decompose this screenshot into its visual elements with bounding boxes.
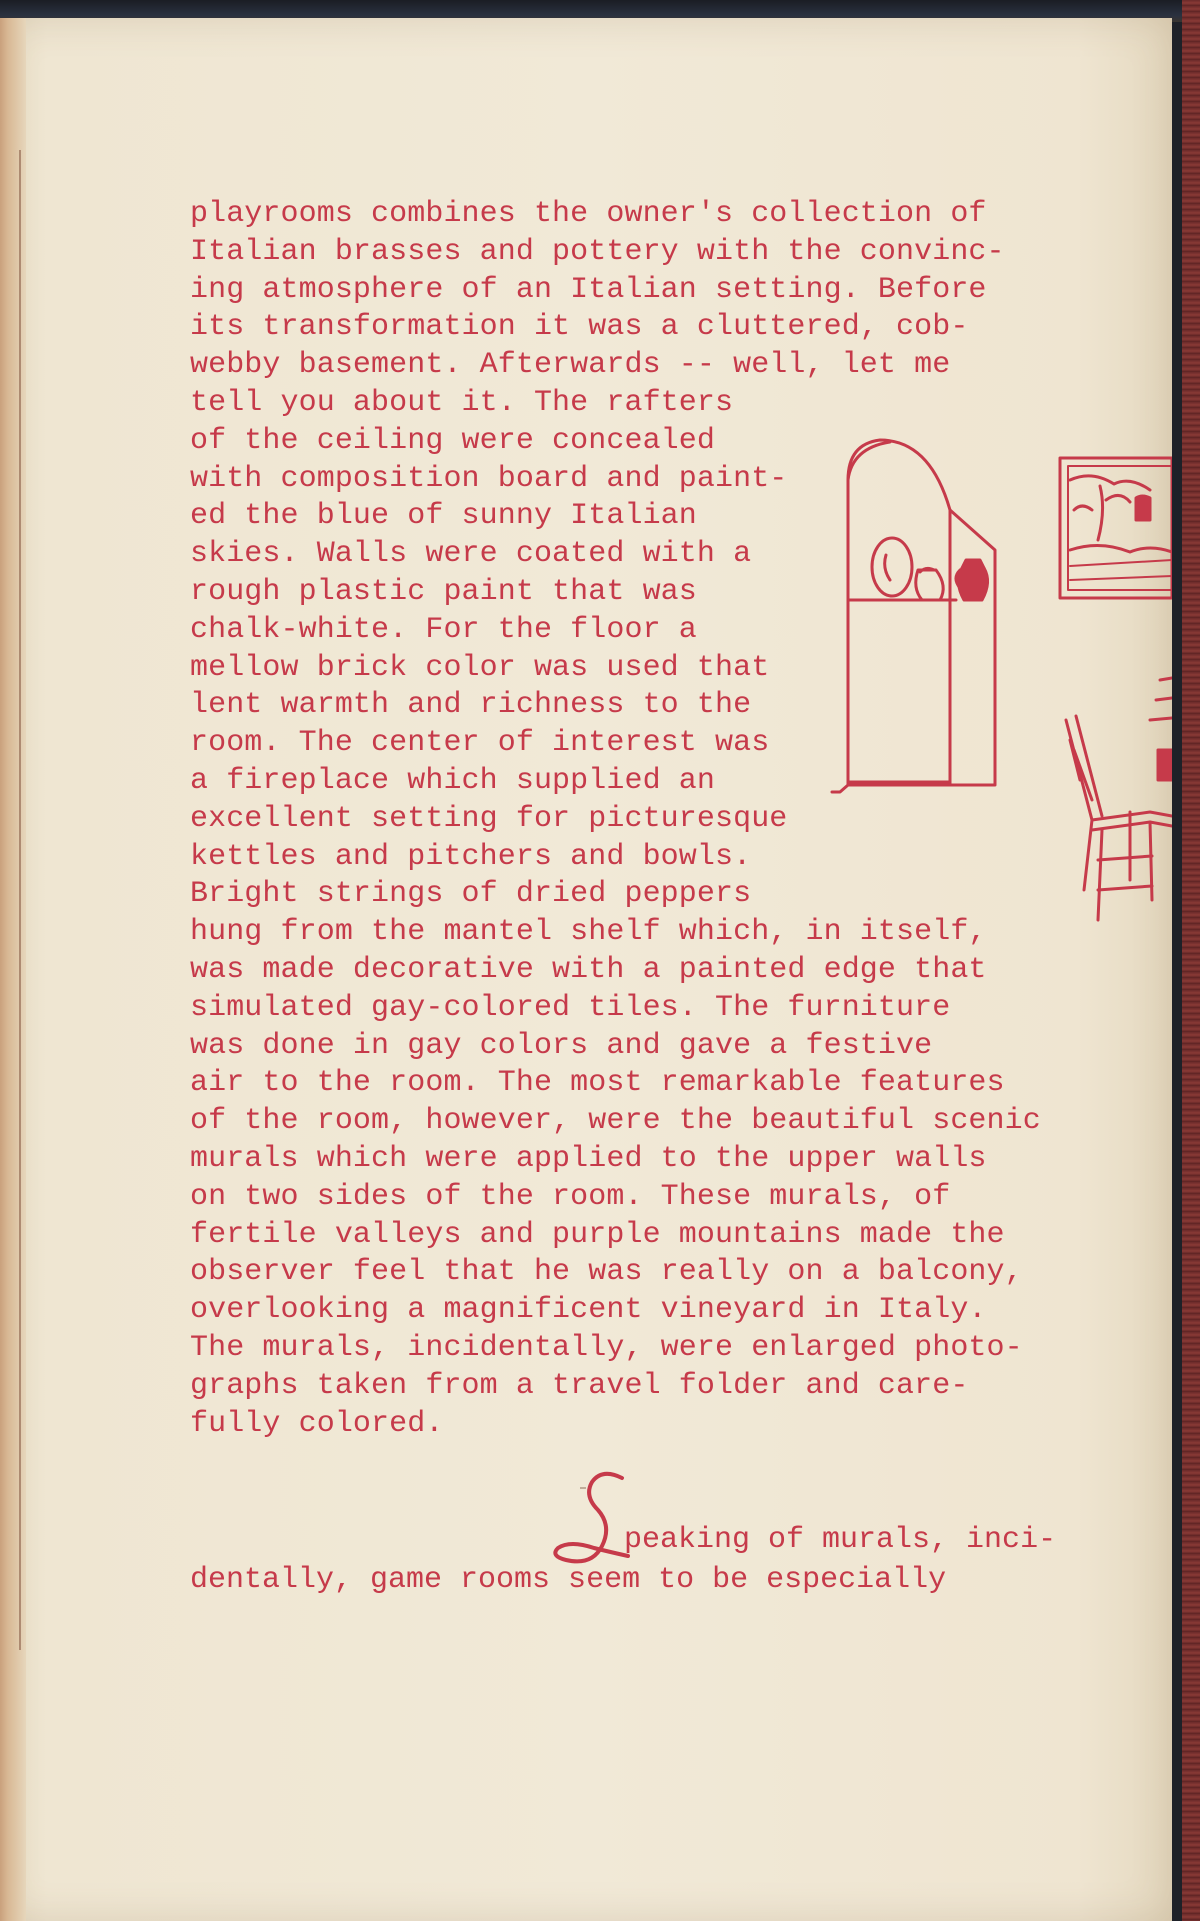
gutter-fold-line — [19, 150, 21, 1650]
text-line: of the ceiling were concealed — [190, 423, 715, 458]
text-line: was done in gay colors and gave a festive — [190, 1028, 933, 1063]
text-line: air to the room. The most remarkable features — [190, 1066, 1005, 1101]
first-line-text: peaking of murals, inci- — [624, 1523, 1057, 1557]
text-line: observer feel that he was really on a balcony, — [190, 1255, 1023, 1290]
arched-niche-with-pottery-and-chair-icon — [830, 420, 1172, 940]
new-section-paragraph — [190, 1520, 1090, 1600]
text-line: rough plastic paint that was — [190, 574, 697, 609]
text-line: hung from the mantel shelf which, in itself, — [190, 915, 987, 950]
text-line: was made decorative with a painted edge that — [190, 952, 987, 987]
text-line: Italian brasses and pottery with the convinc- — [190, 234, 1005, 269]
second-line: dentally, game rooms seem to be especially — [190, 1563, 947, 1597]
text-line: Bright strings of dried peppers — [190, 877, 752, 912]
text-line: webby basement. Afterwards -- well, let me — [190, 348, 951, 383]
text-line: mellow brick color was used that — [190, 650, 770, 685]
text-line: lent warmth and richness to the — [190, 688, 752, 723]
text-line: fertile valleys and purple mountains made the — [190, 1217, 1005, 1252]
text-line: chalk-white. For the floor a — [190, 612, 697, 647]
text-line: overlooking a magnificent vineyard in Italy. — [190, 1293, 987, 1328]
page-gutter-edge — [0, 18, 26, 1921]
text-line: a fireplace which supplied an — [190, 763, 715, 798]
text-line: excellent setting for picturesque — [190, 801, 788, 836]
text-line: graphs taken from a travel folder and care- — [190, 1368, 969, 1403]
text-line: playrooms combines the owner's collection of — [190, 197, 987, 231]
text-line: kettles and pitchers and bowls. — [190, 839, 752, 874]
text-line: ed the blue of sunny Italian — [190, 499, 697, 534]
text-line: skies. Walls were coated with a — [190, 537, 752, 572]
text-line: on two sides of the room. These murals, of — [190, 1179, 951, 1214]
text-line: simulated gay-colored tiles. The furniture — [190, 990, 951, 1025]
book-cover-right-edge — [1182, 0, 1200, 1921]
text-line: tell you about it. The rafters — [190, 385, 734, 420]
text-line: murals which were applied to the upper walls — [190, 1141, 987, 1176]
text-line: The murals, incidentally, were enlarged photo- — [190, 1330, 1023, 1365]
text-line: of the room, however, were the beautiful scenic — [190, 1104, 1041, 1139]
first-line — [190, 1520, 1090, 1560]
text-line: fully colored. — [190, 1406, 444, 1441]
text-line: ing atmosphere of an Italian setting. Before — [190, 272, 987, 307]
text-line: its transformation it was a cluttered, cob- — [190, 310, 969, 345]
text-line: room. The center of interest was — [190, 726, 770, 761]
text-line: with composition board and paint- — [190, 461, 788, 496]
